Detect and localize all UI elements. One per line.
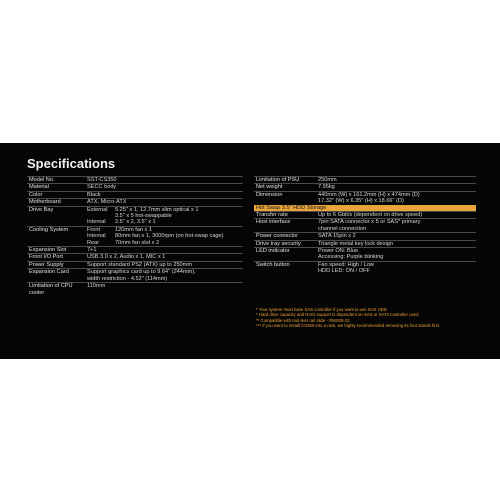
spec-key: Power Supply: [27, 261, 85, 268]
spec-key: Model No.: [27, 177, 85, 184]
spec-value: 3.5" x 5 hot-swappable: [115, 213, 172, 220]
table-row: [254, 219, 476, 226]
spec-value: SECC body: [85, 184, 243, 191]
spec-key: Transfer rate: [254, 212, 316, 219]
spec-key: Material: [27, 184, 85, 191]
spec-key: Drive tray security: [254, 240, 316, 247]
spec-value: 7pin SATA connector x 5 or SAS* primary: [316, 219, 476, 226]
spec-key: Cooling System: [27, 226, 85, 233]
spec-value: HDD LED: ON / OFF: [318, 268, 370, 275]
spec-value: Support standard PS2 (ATX) up to 250mm: [85, 261, 243, 268]
table-row: [254, 261, 476, 268]
table-row: [27, 269, 243, 276]
spec-key: Expansion Slot: [27, 247, 85, 254]
spec-value: Triangle metal key lock design: [316, 240, 476, 247]
spec-key: Host interface: [254, 219, 316, 226]
table-row: [27, 276, 243, 283]
table-row: [27, 177, 243, 184]
spec-subkey: Internal: [87, 233, 106, 240]
spec-key: cooler: [29, 289, 45, 296]
table-row: [254, 212, 476, 219]
table-row: [254, 233, 476, 240]
footnote: * Hard drive capacity and RAID support is dependent on SAS or SATA controller used: [256, 312, 419, 318]
spec-value: SATA 15pin x 2: [316, 233, 476, 240]
table-row: [27, 261, 243, 268]
spec-table-left: [27, 176, 243, 296]
table-row: [27, 184, 243, 191]
spec-key: Expansion Card: [27, 269, 85, 276]
table-row: [27, 254, 243, 261]
spec-value: 7.95kg: [316, 184, 476, 191]
table-row: [27, 206, 243, 213]
table-row: [254, 177, 476, 184]
spec-key: Motherboard: [27, 199, 85, 206]
footnote: ** Compatible with tool-less rail slide - RMS05-22: [256, 317, 350, 323]
spec-key: Limitation of PSU: [254, 177, 316, 184]
table-row: [27, 219, 243, 226]
spec-value: 440mm (W) x 161.2mm (H) x 474mm (D): [316, 191, 476, 198]
spec-key: Color: [27, 191, 85, 198]
table-row: [254, 184, 476, 191]
spec-subkey: Rear: [87, 239, 100, 246]
footnote: *** If you want to install CS350 into a rack, we highly recommended removing its foot stands first: [256, 323, 439, 329]
spec-value: 110mm: [85, 283, 243, 290]
spec-value: USB 3.0 x 2, Audio x 1, MIC x 1: [85, 254, 243, 261]
spec-key: Limitation of CPU: [27, 283, 85, 290]
spec-subkey: External: [85, 206, 113, 213]
table-row: [27, 191, 243, 198]
spec-subkey: Front: [85, 226, 113, 233]
spec-table-right: [254, 176, 476, 275]
hot-swap-section-header: Hot Swap 3.5" HDD Storage: [254, 205, 476, 212]
spec-value: 120mm fan x 1: [113, 226, 243, 233]
spec-value: Accessing: Purple blinking: [318, 254, 384, 261]
spec-key: Net weight: [254, 184, 316, 191]
footnote: * Your system must have SAS controller if you want to use SAS HDD: [256, 307, 387, 312]
spec-value: 17.32" (W) x 6.35" (H) x 18.66" (D): [318, 198, 404, 205]
spec-key: Power connector: [254, 233, 316, 240]
table-row: [254, 248, 476, 255]
page-title: Specifications: [27, 156, 116, 171]
spec-key: Switch button: [254, 261, 316, 268]
spec-value: 5.25" x 1, 12.7mm slim optical x 1: [113, 206, 243, 213]
spec-value: 70mm fan slot x 2: [115, 239, 160, 246]
table-row: [27, 199, 243, 206]
table-row: [254, 268, 476, 274]
table-row: [254, 240, 476, 247]
spec-key: Dimension: [254, 191, 316, 198]
table-row: [27, 247, 243, 254]
spec-value: Up to 6 Gbit/s (dependent on drive speed): [316, 212, 476, 219]
table-row: [254, 254, 476, 261]
spec-value: Support graphics card up to 9.64" (244mm),: [85, 269, 243, 276]
spec-value: 80mm fan x 1, 3000rpm (on hot-swap cage): [115, 233, 224, 240]
spec-value: Power ON: Blue: [316, 248, 476, 255]
spec-value: channel connection: [318, 225, 367, 232]
spec-value: ATX, Micro-ATX: [85, 199, 243, 206]
spec-key: Drive Bay: [27, 206, 85, 213]
spec-value: Fan speed: High / Low: [316, 261, 476, 268]
table-row: [27, 283, 243, 290]
spec-subkey: Internal: [87, 219, 106, 226]
spec-key: LED indicator: [254, 248, 316, 255]
spec-value: Black: [85, 191, 243, 198]
spec-value: 2.5" x 2, 3.5" x 1: [115, 219, 156, 226]
footnotes: [256, 307, 478, 329]
table-row: [254, 191, 476, 198]
table-row: [27, 226, 243, 233]
table-row: [27, 290, 243, 296]
table-row: [254, 205, 476, 212]
table-row: [254, 226, 476, 233]
spec-value: 7+1: [85, 247, 243, 254]
spec-key: Front I/O Port: [27, 254, 85, 261]
table-row: [27, 240, 243, 247]
spec-value: SST-CS350: [85, 177, 243, 184]
spec-value: width restriction - 4.52" (114mm): [87, 275, 168, 282]
spec-value: 250mm: [316, 177, 476, 184]
